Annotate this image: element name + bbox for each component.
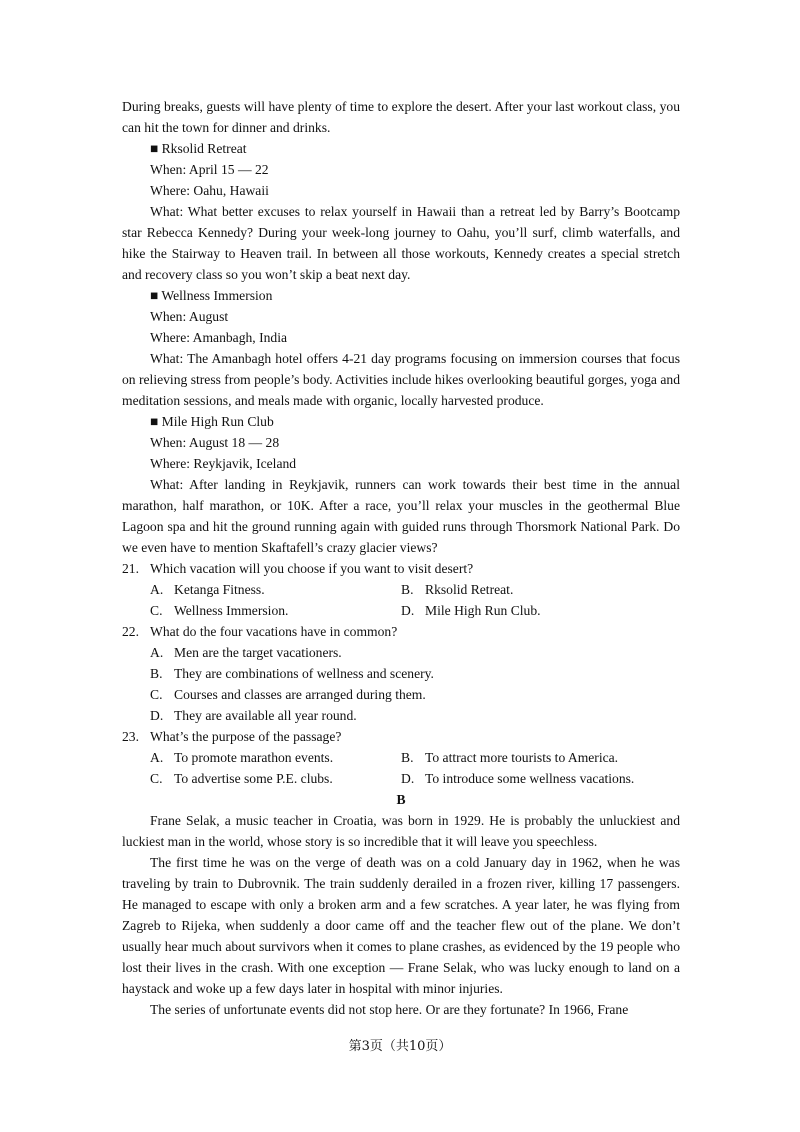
option-c[interactable]: C. To advertise some P.E. clubs. <box>150 771 333 786</box>
option-a[interactable]: A. Ketanga Fitness. <box>150 582 265 597</box>
vacation-title: ■ Mile High Run Club <box>150 414 274 429</box>
vacation-where: Where: Reykjavik, Iceland <box>150 456 297 471</box>
option-d[interactable]: D. Mile High Run Club. <box>401 603 541 618</box>
vacation-mile-high <box>122 411 680 558</box>
option-d[interactable]: D. They are available all year round. <box>150 708 357 723</box>
vacation-where: Where: Amanbagh, India <box>150 330 288 345</box>
option-b[interactable]: B. They are combinations of wellness and scenery. <box>150 666 434 681</box>
question-text: What do the four vacations have in common? <box>150 624 398 639</box>
section-heading: B <box>396 792 406 807</box>
question-22 <box>122 621 680 726</box>
vacation-where: Where: Oahu, Hawaii <box>150 183 269 198</box>
vacation-rksolid <box>122 138 680 285</box>
question-23 <box>122 726 680 789</box>
question-number: 23. <box>122 729 139 744</box>
page-footer: 第3页（共10页） <box>348 1039 452 1054</box>
vacation-when: When: August <box>150 309 229 324</box>
question-text: What’s the purpose of the passage? <box>150 729 342 744</box>
vacation-what: What: The Amanbagh hotel offers 4-21 day programs focusing on immersion courses that focus on relieving stress from people’s body. Activities include hikes overlooking beautiful gorges, yoga and meditation sessions, and meals made with organic, locally harvested produce. <box>122 351 680 408</box>
question-21 <box>122 558 680 621</box>
page-content <box>122 96 680 1020</box>
option-a[interactable]: A. To promote marathon events. <box>150 750 334 765</box>
question-number: 22. <box>122 624 139 639</box>
vacation-when: When: April 15 — 22 <box>150 162 269 177</box>
option-b[interactable]: B. Rksolid Retreat. <box>401 582 514 597</box>
intro-paragraph: During breaks, guests will have plenty of time to explore the desert. After your last workout class, you can hit the town for dinner and drinks. <box>122 99 680 135</box>
option-a[interactable]: A. Men are the target vacationers. <box>150 645 342 660</box>
vacation-title: ■ Rksolid Retreat <box>150 141 247 156</box>
option-c[interactable]: C. Wellness Immersion. <box>150 603 289 618</box>
passage-paragraph: Frane Selak, a music teacher in Croatia, was born in 1929. He is probably the unluckiest and luckiest man in the world, whose story is so incredible that it will leave you speechless. <box>122 813 680 849</box>
option-b[interactable]: B. To attract more tourists to America. <box>401 750 619 765</box>
option-d[interactable]: D. To introduce some wellness vacations. <box>401 771 635 786</box>
vacation-title: ■ Wellness Immersion <box>150 288 273 303</box>
question-text: Which vacation will you choose if you want to visit desert? <box>150 561 474 576</box>
vacation-what: What: What better excuses to relax yourself in Hawaii than a retreat led by Barry’s Bootcamp star Rebecca Kennedy? During your week-long journey to Oahu, you’ll surf, climb waterfalls, and hike the Stairway to Heaven trail. In between all those workouts, Kennedy creates a special stretch and recovery class so you won’t skip a beat next day. <box>122 204 680 282</box>
question-number: 21. <box>122 561 139 576</box>
passage-paragraph: The series of unfortunate events did not stop here. Or are they fortunate? In 1966, Frane <box>150 1002 629 1017</box>
vacation-wellness <box>122 285 680 411</box>
vacation-when: When: August 18 — 28 <box>150 435 280 450</box>
passage-paragraph: The first time he was on the verge of death was on a cold January day in 1962, when he was traveling by train to Dubrovnik. The train suddenly derailed in a frozen river, killing 17 passengers. He managed to escape with only a broken arm and a few scratches. A year later, he was flying from Zagreb to Rijeka, when suddenly a door came off and the teacher flew out of the plane. We don’t usually hear much about survivors when it comes to plane crashes, as evidenced by the 19 people who lost their lives in the crash. With one exception — Frane Selak, who was lucky enough to land on a haystack and woke up a few days later in hospital with minor injuries. <box>122 855 680 996</box>
option-c[interactable]: C. Courses and classes are arranged during them. <box>150 687 426 702</box>
vacation-what: What: After landing in Reykjavik, runners can work towards their best time in the annual marathon, half marathon, or 10K. After a race, you’ll relax your muscles in the geothermal Blue Lagoon spa and hit the ground running again with guided runs through Thorsmork National Park. Do we even have to mention Skaftafell’s crazy glacier views? <box>122 477 680 555</box>
